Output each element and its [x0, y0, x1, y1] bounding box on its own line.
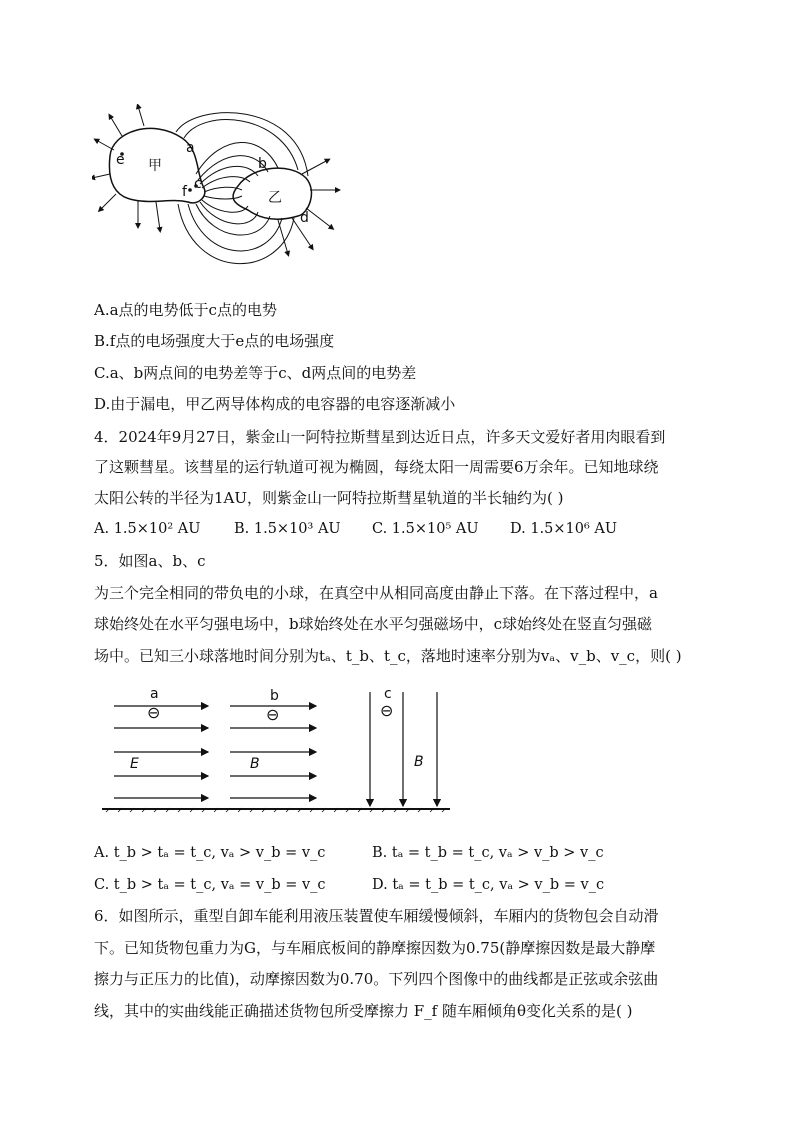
- q3-option-c: C.a、b两点间的电势差等于c、d两点间的电势差: [94, 364, 417, 382]
- q6-line-2: 下。已知货物包重力为G，与车厢底板间的静摩擦因数为0.75(静摩擦因数是最大静摩: [94, 939, 656, 957]
- conductor-jia-label: 甲: [148, 158, 162, 174]
- q4-line-3: 太阳公转的半径为1AU，则紫金山一阿特拉斯彗星轨道的半长轴约为( ): [94, 489, 564, 507]
- ball-b-charge: ⊖: [266, 705, 280, 724]
- field-e-label: E: [130, 756, 139, 772]
- field-b1-label: B: [250, 756, 260, 772]
- q5-line-3: 球始终处在水平匀强电场中，b球始终处在水平匀强磁场中，c球始终处在竖直匀强磁: [94, 615, 653, 633]
- ball-b-label: b: [270, 688, 279, 704]
- point-c-label: c: [194, 176, 202, 192]
- point-e-label: e: [116, 152, 125, 168]
- ball-a-label: a: [150, 686, 159, 702]
- q5-line-4: 场中。已知三小球落地时间分别为tₐ、t_b、t_c，落地时速率分别为vₐ、v_b、v_c，则( ): [94, 647, 682, 665]
- three-fields-figure: [100, 684, 460, 820]
- q6-line-3: 擦力与正压力的比值)，动摩擦因数为0.70。下列四个图像中的曲线都是正弦或余弦曲: [94, 970, 659, 988]
- q4-option-a: A. 1.5×10² AU: [94, 521, 201, 537]
- q5-option-a: A. t_b > tₐ = t_c, vₐ > v_b = v_c: [94, 845, 326, 861]
- q6-line-1: 6．如图所示，重型自卸车能利用液压装置使车厢缓慢倾斜，车厢内的货物包会自动滑: [94, 907, 659, 925]
- q5-option-d: D. tₐ = t_b = t_c, vₐ > v_b = v_c: [372, 877, 605, 893]
- q5-option-c: C. t_b > tₐ = t_c, vₐ = v_b = v_c: [94, 877, 326, 893]
- q3-option-a: A.a点的电势低于c点的电势: [94, 301, 277, 319]
- point-d-label: d: [300, 210, 309, 226]
- q3-option-b: B.f点的电场强度大于e点的电场强度: [94, 332, 335, 350]
- q4-line-1: 4．2024年9月27日，紫金山一阿特拉斯彗星到达近日点，许多天文爱好者用肉眼看到: [94, 428, 666, 446]
- q3-option-d: D.由于漏电，甲乙两导体构成的电容器的电容逐渐减小: [94, 395, 456, 413]
- ball-a-charge: ⊖: [147, 703, 161, 722]
- q4-option-c: C. 1.5×10⁵ AU: [372, 521, 479, 537]
- field-b2-label: B: [414, 754, 424, 770]
- conductor-yi-label: 乙: [268, 190, 282, 206]
- q5-line-2: 为三个完全相同的带负电的小球，在真空中从相同高度由静止下落。在下落过程中，a: [94, 584, 658, 602]
- point-a-label: a: [186, 140, 195, 156]
- q4-line-2: 了这颗彗星。该彗星的运行轨道可视为椭圆，每绕太阳一周需要6万余年。已知地球绕: [94, 458, 659, 476]
- q4-option-b: B. 1.5×10³ AU: [234, 521, 341, 537]
- ball-c-charge: ⊖: [380, 701, 394, 720]
- q6-line-4: 线，其中的实曲线能正确描述货物包所受摩擦力 F_f 随车厢倾角θ变化关系的是( ): [94, 1002, 633, 1020]
- q4-option-d: D. 1.5×10⁶ AU: [510, 521, 618, 537]
- point-f-label: f: [182, 184, 187, 200]
- q5-option-b: B. tₐ = t_b = t_c, vₐ > v_b > v_c: [372, 845, 604, 861]
- electric-field-figure: [92, 104, 342, 284]
- point-b-label: b: [258, 156, 267, 172]
- q5-line-1: 5．如图a、b、c: [94, 552, 206, 570]
- ball-c-label: c: [384, 686, 392, 702]
